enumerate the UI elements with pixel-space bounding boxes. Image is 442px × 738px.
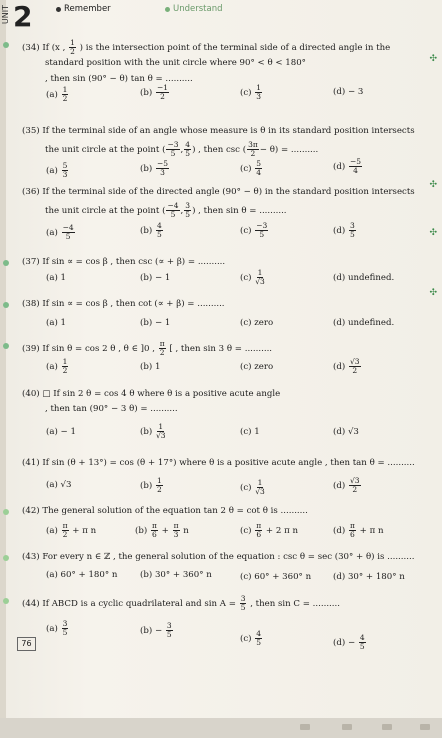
denominator: √3 <box>255 277 265 286</box>
unit-side-label: UNIT <box>1 5 10 25</box>
q39-option-c[interactable]: (c) zero <box>240 362 274 372</box>
denominator: 3 <box>160 168 165 177</box>
q35-text-b: , then csc <box>198 145 240 155</box>
denominator: 2 <box>62 530 68 539</box>
question-38 <box>22 299 225 310</box>
question-37 <box>22 257 225 268</box>
numerator: 3 <box>185 201 191 210</box>
option-label: (a) <box>46 526 58 536</box>
denominator: 6 <box>256 530 262 539</box>
option-label: (b) <box>140 226 153 236</box>
denominator: 5 <box>185 149 191 158</box>
q42-option-c[interactable]: (c) $\frac{\pi}{6}$ + 2 π n <box>240 521 298 539</box>
q41-option-b[interactable] <box>140 477 164 494</box>
option-label: (d) <box>333 362 346 372</box>
denominator: 5 <box>166 630 172 639</box>
q37-option-d[interactable]: (d) undefined. <box>333 273 395 283</box>
sparkle-icon: ✣ <box>429 228 437 238</box>
denominator: 5 <box>156 230 162 239</box>
numerator: 1 <box>158 422 164 431</box>
q41-text: If sin (θ + 13°) = cos (θ + 17°) where θ is a positive acute angle , then tan θ = .......... <box>42 458 415 468</box>
denominator: 2 <box>352 485 358 494</box>
fraction <box>62 620 69 637</box>
denominator: 2 <box>352 366 358 375</box>
option-label: (d) <box>333 226 346 236</box>
numerator: −4 <box>62 223 74 232</box>
bullet-icon <box>3 260 9 266</box>
q39-option-b[interactable]: (b) 1 <box>140 362 161 372</box>
numerator: 5 <box>62 161 68 170</box>
q41-option-c[interactable] <box>240 479 266 496</box>
denominator: 4 <box>353 166 358 175</box>
denominator: 5 <box>170 210 176 219</box>
q39-text-b: [ , then sin 3 θ = .......... <box>169 344 273 354</box>
fraction <box>62 522 69 539</box>
fraction <box>156 160 169 177</box>
q35-option-c[interactable] <box>240 160 263 177</box>
denominator: 2 <box>250 149 256 158</box>
numerator: 4 <box>156 221 162 230</box>
q38-text: If sin ∝ = cos β , then cot (∝ + β) = .......... <box>42 299 225 309</box>
denominator: 3 <box>173 530 179 539</box>
option-label: (b) <box>135 526 148 536</box>
q44-option-d[interactable] <box>333 634 367 651</box>
numerator: 3 <box>240 594 246 603</box>
question-36 <box>22 187 415 198</box>
numerator: −4 <box>167 201 179 210</box>
q43-option-c[interactable]: (c) 60° + 360° n <box>240 572 312 582</box>
term: π n <box>369 526 384 536</box>
question-number: (34) <box>22 43 40 53</box>
denominator: 5 <box>240 603 246 612</box>
bottom-strip <box>0 718 442 738</box>
question-40 <box>22 389 280 400</box>
denominator: 2 <box>160 92 165 101</box>
bullet-icon <box>3 555 9 561</box>
denominator: √3 <box>155 431 166 440</box>
bullet-icon <box>3 343 9 349</box>
fraction <box>62 162 69 179</box>
remember-dot-icon <box>56 7 61 12</box>
understand-dot-icon <box>165 7 170 12</box>
fraction <box>255 222 268 239</box>
numerator: −1 <box>156 83 169 92</box>
q42-option-b[interactable]: (b) $\frac{\pi}{6}$ + $\frac{\pi}{3}$ n <box>135 521 189 539</box>
q42-option-a[interactable]: (a) $\frac{\pi}{2}$ + π n <box>46 521 97 539</box>
fraction <box>359 634 366 651</box>
page-number: 76 <box>17 637 36 651</box>
q38-option-b[interactable]: (b) − 1 <box>140 318 171 328</box>
denominator: 2 <box>159 348 165 357</box>
clip-icon <box>420 724 430 730</box>
q43-text: For every n ∈ ℤ , the general solution of the equation : csc θ = sec (30° + θ) is .......... <box>42 552 415 562</box>
question-number: (42) <box>22 506 40 516</box>
q42-option-d[interactable]: (d) $\frac{\pi}{6}$ + π n <box>333 521 384 539</box>
question-number: (38) <box>22 299 40 309</box>
q40-option-a[interactable]: (a) − 1 <box>46 427 76 437</box>
question-number: (43) <box>22 552 40 562</box>
term: π n <box>82 526 97 536</box>
q34-option-c[interactable] <box>240 84 263 101</box>
numerator: π <box>256 521 262 530</box>
fraction <box>166 202 179 219</box>
denominator: 2 <box>62 366 68 375</box>
q44-option-a[interactable] <box>46 620 69 637</box>
q36-option-c[interactable] <box>240 222 269 239</box>
option-label: (b) − <box>140 626 163 636</box>
bullet-icon <box>3 302 9 308</box>
q35-option-b[interactable] <box>140 160 170 177</box>
numerator: π <box>62 521 68 530</box>
q37-option-b[interactable]: (b) − 1 <box>140 273 171 283</box>
q38-option-c[interactable]: (c) zero <box>240 318 274 328</box>
option-label: (d) − <box>333 638 356 648</box>
sparkle-icon: ✣ <box>429 54 437 64</box>
numerator: −5 <box>349 157 362 166</box>
option-label: (c) <box>240 526 252 536</box>
numerator: 1 <box>62 85 68 94</box>
q38-option-d[interactable]: (d) undefined. <box>333 318 395 328</box>
question-number: (41) <box>22 458 40 468</box>
q34-option-d[interactable]: (d) − 3 <box>333 87 364 97</box>
q35-line2: the unit circle at the point ( $\frac{-3}{5}$ , $\frac{4}{5}$ ) , then csc ( $\frac{3\pi}{2}$ − θ) = .......... <box>45 140 319 158</box>
question-number: (37) <box>22 257 40 267</box>
sparkle-icon: ✣ <box>429 288 437 298</box>
numerator: 4 <box>359 633 365 642</box>
q36-text-b: , then sin θ = .......... <box>198 206 287 216</box>
q34-option-a[interactable] <box>46 86 69 103</box>
denominator: 5 <box>259 230 265 239</box>
level-remember-label: Remember <box>64 4 111 14</box>
question-number: (36) <box>22 187 40 197</box>
numerator: 3π <box>248 140 258 149</box>
q34-text-b: ) is the intersection point of the terminal side of a directed angle in the <box>79 43 391 53</box>
fraction <box>255 269 265 286</box>
q40-option-b[interactable] <box>140 423 167 440</box>
bullet-icon <box>3 42 9 48</box>
fraction <box>255 630 262 647</box>
q44-text-b: , then sin C = .......... <box>250 599 340 609</box>
denominator: 5 <box>170 149 176 158</box>
fraction <box>255 84 262 101</box>
fraction <box>151 522 158 539</box>
option-label: (a) <box>46 624 58 634</box>
q43-option-b[interactable]: (b) 30° + 360° n <box>140 570 212 580</box>
fraction <box>62 358 69 375</box>
numerator: 3 <box>62 619 68 628</box>
numerator: 4 <box>256 629 262 638</box>
denominator: 5 <box>185 210 191 219</box>
numerator: −3 <box>256 221 268 230</box>
q34-line3: , then sin (90° − θ) tan θ = .......... <box>45 74 193 84</box>
option-label: (a) <box>46 228 58 238</box>
denominator: 5 <box>359 642 365 651</box>
q35-text: If the terminal side of an angle whose measure is θ in its standard position intersects <box>42 126 415 136</box>
q40-option-d[interactable]: (d) √3 <box>333 427 359 437</box>
question-41 <box>22 458 415 469</box>
option-label: (c) <box>240 634 252 644</box>
q35-option-d[interactable] <box>333 158 363 175</box>
numerator: 1 <box>70 38 75 47</box>
q43-option-a[interactable]: (a) 60° + 180° n <box>46 570 118 580</box>
q36-text-a: the unit circle at the point <box>45 206 160 216</box>
q44-text-a: If ABCD is a cyclic quadrilateral and sin A = <box>42 599 236 609</box>
q37-option-a[interactable]: (a) 1 <box>46 273 67 283</box>
numerator: 1 <box>257 478 263 487</box>
q37-option-c[interactable] <box>240 269 266 286</box>
clip-icon <box>300 724 310 730</box>
fraction <box>255 160 262 177</box>
bullet-icon <box>3 598 9 604</box>
option-label: (c) <box>240 164 252 174</box>
q41-option-d[interactable] <box>333 477 362 494</box>
q43-option-d[interactable]: (d) 30° + 180° n <box>333 572 405 582</box>
denominator: 6 <box>152 530 157 539</box>
clip-icon <box>342 724 352 730</box>
option-label: (b) <box>140 88 153 98</box>
fraction <box>255 479 265 496</box>
numerator: √3 <box>349 357 360 366</box>
q34-text-a: If (x , <box>42 43 66 53</box>
numerator: −5 <box>156 159 169 168</box>
q40-line2: , then tan (90° − 3 θ) = .......... <box>45 404 178 414</box>
sparkle-icon: ✣ <box>429 180 437 190</box>
q36-option-a[interactable] <box>46 224 76 241</box>
option-label: (a) <box>46 362 58 372</box>
denominator: 6 <box>350 530 355 539</box>
unit-number: 2 <box>13 0 33 33</box>
question-42 <box>22 506 308 517</box>
fraction <box>247 141 259 158</box>
question-44 <box>22 595 340 612</box>
q44-option-c[interactable] <box>240 630 263 647</box>
fraction <box>349 158 362 175</box>
fraction <box>156 84 169 101</box>
term: π n <box>284 526 298 536</box>
fraction <box>255 522 262 539</box>
q42-text: The general solution of the equation tan 2 θ = cot θ is .......... <box>42 506 308 516</box>
denominator: 5 <box>256 638 262 647</box>
denominator: 3 <box>62 170 68 179</box>
q39-option-d[interactable] <box>333 358 362 375</box>
option-label: (a) <box>46 166 58 176</box>
denominator: 2 <box>156 485 162 494</box>
fraction <box>349 477 361 494</box>
q39-option-a[interactable] <box>46 358 69 375</box>
fraction <box>349 222 356 239</box>
option-label: (a) <box>46 90 58 100</box>
q40-text: If sin 2 θ = cos 4 θ where θ is a positive acute angle <box>53 389 281 399</box>
denominator: 5 <box>62 628 68 637</box>
q35-text-a: the unit circle at the point <box>45 145 160 155</box>
option-label: (b) <box>140 481 153 491</box>
numerator: π <box>173 521 179 530</box>
denominator: 2 <box>70 47 75 56</box>
q44-option-b[interactable] <box>140 622 174 639</box>
clip-icon <box>382 724 392 730</box>
fraction <box>62 224 75 241</box>
denominator: 3 <box>256 92 262 101</box>
q34-line2: standard position with the unit circle where 90° < θ < 180° <box>45 58 306 68</box>
fraction <box>184 202 191 219</box>
fraction <box>156 423 166 440</box>
question-39 <box>22 340 272 357</box>
denominator: 5 <box>349 230 355 239</box>
option-label: (b) <box>140 427 153 437</box>
option-label: (d) <box>333 162 346 172</box>
question-35 <box>22 126 415 137</box>
numerator: 3 <box>166 621 172 630</box>
question-number: (44) <box>22 599 40 609</box>
numerator: π <box>159 339 165 348</box>
q35-option-a[interactable] <box>46 162 69 179</box>
fraction <box>166 141 179 158</box>
option-label: (b) <box>140 164 153 174</box>
denominator: 5 <box>65 232 71 241</box>
fraction <box>349 358 361 375</box>
denominator: √3 <box>255 487 265 496</box>
option-label: (d) <box>333 526 346 536</box>
question-number: (40) <box>22 389 40 399</box>
question-number: (35) <box>22 126 40 136</box>
level-understand <box>165 4 222 14</box>
numerator: √3 <box>349 476 360 485</box>
question-34 <box>22 39 390 56</box>
fraction <box>156 477 163 494</box>
fraction <box>173 522 180 539</box>
question-number: (39) <box>22 344 40 354</box>
q36-text: If the terminal side of the directed angle (90° − θ) in the standard position intersects <box>42 187 415 197</box>
numerator: 5 <box>256 159 262 168</box>
numerator: 1 <box>257 268 263 277</box>
q34-option-b[interactable] <box>140 84 170 101</box>
bullet-icon <box>3 509 9 515</box>
numerator: 1 <box>256 83 262 92</box>
q40-option-c[interactable]: (c) 1 <box>240 427 260 437</box>
question-43 <box>22 552 414 563</box>
q39-text-a: If sin θ = cos 2 θ , θ ∈ ]0 , <box>42 344 155 354</box>
numerator: 4 <box>185 140 191 149</box>
q41-option-a[interactable]: (a) √3 <box>46 480 72 490</box>
denominator: 4 <box>256 168 262 177</box>
option-label: (c) <box>240 273 252 283</box>
q36-option-d[interactable] <box>333 222 357 239</box>
fraction <box>240 595 247 612</box>
numerator: 3 <box>349 221 355 230</box>
fraction <box>166 622 173 639</box>
numerator: π <box>349 521 355 530</box>
level-understand-label: Understand <box>173 4 223 14</box>
page-spine <box>0 0 6 738</box>
q37-text: If sin ∝ = cos β , then csc (∝ + β) = .......... <box>42 257 226 267</box>
checkbox-icon: □ <box>42 389 51 399</box>
denominator: 2 <box>62 94 68 103</box>
q36-line2: the unit circle at the point ( $\frac{-4}{5}$ , $\frac{3}{5}$ ) , then sin θ = .......... <box>45 201 287 219</box>
option-label: (d) <box>333 481 346 491</box>
fraction <box>349 522 356 539</box>
option-label: (c) <box>240 226 252 236</box>
numerator: −3 <box>167 140 179 149</box>
fraction <box>62 86 69 103</box>
numerator: 1 <box>62 357 68 366</box>
fraction <box>159 340 166 357</box>
fraction <box>184 141 191 158</box>
numerator: 1 <box>156 476 162 485</box>
numerator: π <box>151 521 157 530</box>
option-label: (c) <box>240 483 252 493</box>
fraction <box>156 222 163 239</box>
q35-text-c: = .......... <box>281 145 319 155</box>
level-remember <box>56 4 111 14</box>
fraction <box>69 39 76 56</box>
q36-option-b[interactable] <box>140 222 164 239</box>
option-label: (c) <box>240 88 252 98</box>
q38-option-a[interactable]: (a) 1 <box>46 318 67 328</box>
